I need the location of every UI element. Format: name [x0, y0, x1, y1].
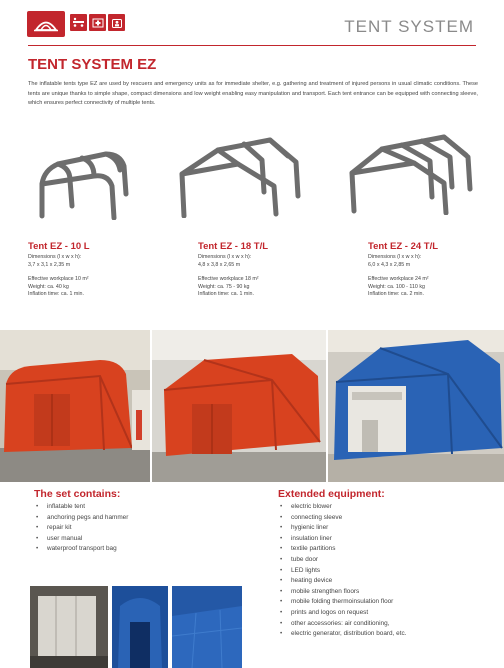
list-item: • mobile strengthen floors	[280, 587, 490, 598]
set-contains-list	[36, 502, 236, 555]
inflation-value: Inflation time: ca. 1 min.	[198, 291, 254, 298]
list-item: • anchoring pegs and hammer	[36, 513, 236, 524]
model-spec-24tl	[368, 241, 498, 299]
list-item: • repair kit	[36, 523, 236, 534]
dimensions-label: Dimensions (l x w x h):	[368, 254, 422, 260]
tent-logo-icon	[27, 11, 65, 37]
frame-24tl-image	[340, 133, 478, 220]
medical-cross-icon	[89, 14, 106, 31]
list-item: • mobile folding thermoinsulation floor	[280, 597, 490, 608]
weight-value: Weight: ca. 40 kg	[28, 283, 69, 290]
dimensions-value: 6,0 x 4,3 x 2,85 m	[368, 261, 411, 268]
inflation-value: Inflation time: ca. 1 min.	[28, 291, 84, 298]
model-name: Tent EZ - 18 T/L	[198, 241, 269, 252]
photo-tent-24tl	[328, 330, 504, 482]
workplace-value: Effective workplace 18 m²	[198, 276, 259, 283]
list-item: • insulation liner	[280, 534, 490, 545]
list-item: • heating device	[280, 576, 490, 587]
photo-strip	[0, 330, 504, 482]
extended-equipment-list	[280, 502, 490, 640]
workplace-value: Effective workplace 10 m²	[28, 276, 89, 283]
inflation-value: Inflation time: ca. 2 min.	[368, 291, 424, 298]
list-item: • hygienic liner	[280, 523, 490, 534]
frame-18tl-image	[178, 136, 304, 223]
header-bar	[0, 0, 504, 46]
section-header: TENT SYSTEM	[344, 17, 474, 36]
list-item: • tube door	[280, 555, 490, 566]
dimensions-value: 3,7 x 3,1 x 2,35 m	[28, 261, 71, 268]
photo-tent-10l	[0, 330, 150, 482]
dimensions-label: Dimensions (l x w x h):	[198, 254, 252, 260]
photo-tent-18tl	[152, 330, 326, 482]
frame-10l-image	[28, 148, 146, 225]
set-contains-title: The set contains:	[34, 488, 121, 500]
thumb-blue-floor	[172, 586, 242, 668]
thumb-interior-liner	[30, 586, 108, 668]
dimensions-label: Dimensions (l x w x h):	[28, 254, 82, 260]
thumb-blue-door	[112, 586, 168, 668]
weight-value: Weight: ca. 75 - 90 kg	[198, 283, 250, 290]
model-spec-18tl	[198, 241, 328, 299]
list-item: • waterproof transport bag	[36, 544, 236, 555]
list-item: • other accessories: air conditioning,	[280, 619, 490, 630]
extended-equipment-title: Extended equipment:	[278, 488, 385, 500]
page-title: TENT SYSTEM EZ	[28, 56, 157, 73]
list-item: • electric blower	[280, 502, 490, 513]
list-item: • LED lights	[280, 566, 490, 577]
intro-paragraph: The inflatable tents type EZ are used by rescuers and emergency units as for immediate shelter, e.g. gathering and treatment of injured persons in usual climatic conditions. These tents are unique thanks to simple shape, compact dimensions and low weight enabling easy manipulation and transport. Each tent entrance can be equipped with connecting sleeve, which ensures perfect connectivity of multiple tents.	[28, 81, 478, 107]
list-item: • inflatable tent	[36, 502, 236, 513]
dimensions-value: 4,8 x 3,8 x 2,65 m	[198, 261, 241, 268]
weight-value: Weight: ca. 100 - 110 kg	[368, 283, 425, 290]
model-name: Tent EZ - 24 T/L	[368, 241, 439, 252]
model-spec-10l	[28, 241, 158, 299]
header-divider	[28, 45, 476, 46]
workplace-value: Effective workplace 24 m²	[368, 276, 429, 283]
list-item: • textile partitions	[280, 544, 490, 555]
list-item: • prints and logos on request	[280, 608, 490, 619]
stretcher-icon	[70, 14, 87, 31]
list-item: • electric generator, distribution board, etc.	[280, 629, 490, 640]
person-icon	[108, 14, 125, 31]
list-item: • user manual	[36, 534, 236, 545]
model-name: Tent EZ - 10 L	[28, 241, 90, 252]
list-item: • connecting sleeve	[280, 513, 490, 524]
